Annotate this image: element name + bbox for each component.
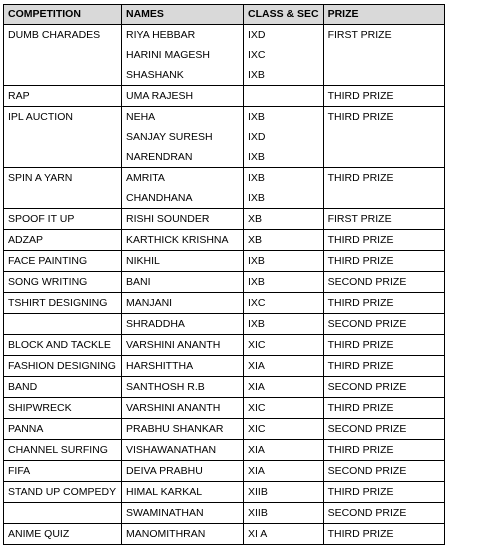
class-sec-cell: IXB: [244, 147, 324, 168]
competition-cell: [4, 127, 122, 147]
table-row: [4, 503, 445, 524]
class-sec-cell: XB: [244, 230, 324, 251]
prize-cell: SECOND PRIZE: [323, 314, 444, 335]
prize-cell: SECOND PRIZE: [323, 419, 444, 440]
prize-cell: SECOND PRIZE: [323, 503, 444, 524]
class-sec-cell: XI A: [244, 524, 324, 545]
name-cell: HARINI MAGESH: [122, 45, 244, 65]
prize-cell: THIRD PRIZE: [323, 482, 444, 503]
table-row: [4, 107, 445, 128]
competition-results-table: [3, 4, 445, 545]
class-sec-cell: XIA: [244, 440, 324, 461]
competition-cell: [4, 65, 122, 86]
table-row: [4, 377, 445, 398]
prize-cell: [323, 45, 444, 65]
table-row: [4, 335, 445, 356]
header-class-sec: CLASS & SEC: [244, 5, 324, 25]
competition-cell: PANNA: [4, 419, 122, 440]
prize-cell: THIRD PRIZE: [323, 251, 444, 272]
prize-cell: THIRD PRIZE: [323, 335, 444, 356]
competition-cell: TSHIRT DESIGNING: [4, 293, 122, 314]
name-cell: HIMAL KARKAL: [122, 482, 244, 503]
table-row: [4, 293, 445, 314]
competition-cell: FACE PAINTING: [4, 251, 122, 272]
class-sec-cell: IXC: [244, 45, 324, 65]
name-cell: DEIVA PRABHU: [122, 461, 244, 482]
competition-cell: RAP: [4, 86, 122, 107]
name-cell: VARSHINI ANANTH: [122, 335, 244, 356]
class-sec-cell: XIA: [244, 461, 324, 482]
table-row: [4, 188, 445, 209]
name-cell: SHASHANK: [122, 65, 244, 86]
prize-cell: THIRD PRIZE: [323, 398, 444, 419]
table-row: [4, 86, 445, 107]
table-row: [4, 251, 445, 272]
name-cell: CHANDHANA: [122, 188, 244, 209]
header-competition: COMPETITION: [4, 5, 122, 25]
table-row: [4, 127, 445, 147]
name-cell: NARENDRAN: [122, 147, 244, 168]
class-sec-cell: XIA: [244, 356, 324, 377]
name-cell: SWAMINATHAN: [122, 503, 244, 524]
prize-cell: [323, 188, 444, 209]
name-cell: NEHA: [122, 107, 244, 128]
table-row: [4, 65, 445, 86]
competition-cell: IPL AUCTION: [4, 107, 122, 128]
competition-cell: [4, 147, 122, 168]
table-row: [4, 482, 445, 503]
competition-cell: CHANNEL SURFING: [4, 440, 122, 461]
competition-cell: BAND: [4, 377, 122, 398]
class-sec-cell: XB: [244, 209, 324, 230]
prize-cell: THIRD PRIZE: [323, 524, 444, 545]
competition-cell: [4, 45, 122, 65]
class-sec-cell: IXB: [244, 251, 324, 272]
table-row: [4, 25, 445, 46]
results-body: [4, 25, 445, 545]
results-table-container: [3, 4, 445, 545]
header-prize: PRIZE: [323, 5, 444, 25]
class-sec-cell: IXB: [244, 107, 324, 128]
class-sec-cell: IXD: [244, 25, 324, 46]
class-sec-cell: IXD: [244, 127, 324, 147]
prize-cell: [323, 147, 444, 168]
class-sec-cell: XIIB: [244, 503, 324, 524]
class-sec-cell: XIC: [244, 419, 324, 440]
competition-cell: FIFA: [4, 461, 122, 482]
table-row: [4, 147, 445, 168]
prize-cell: [323, 65, 444, 86]
class-sec-cell: IXB: [244, 188, 324, 209]
name-cell: BANI: [122, 272, 244, 293]
class-sec-cell: XIA: [244, 377, 324, 398]
class-sec-cell: IXB: [244, 314, 324, 335]
competition-cell: [4, 503, 122, 524]
prize-cell: THIRD PRIZE: [323, 293, 444, 314]
class-sec-cell: IXB: [244, 65, 324, 86]
table-row: [4, 45, 445, 65]
class-sec-cell: [244, 86, 324, 107]
name-cell: SANTHOSH R.B: [122, 377, 244, 398]
table-row: [4, 209, 445, 230]
table-row: [4, 230, 445, 251]
name-cell: KARTHICK KRISHNA: [122, 230, 244, 251]
competition-cell: SPIN A YARN: [4, 168, 122, 189]
table-row: [4, 272, 445, 293]
class-sec-cell: IXB: [244, 272, 324, 293]
table-row: [4, 356, 445, 377]
class-sec-cell: IXB: [244, 168, 324, 189]
competition-cell: SONG WRITING: [4, 272, 122, 293]
table-row: [4, 398, 445, 419]
table-row: [4, 419, 445, 440]
name-cell: VISHAWANATHAN: [122, 440, 244, 461]
prize-cell: [323, 127, 444, 147]
competition-cell: BLOCK AND TACKLE: [4, 335, 122, 356]
table-row: [4, 440, 445, 461]
name-cell: VARSHINI ANANTH: [122, 398, 244, 419]
name-cell: SANJAY SURESH: [122, 127, 244, 147]
name-cell: SHRADDHA: [122, 314, 244, 335]
header-names: NAMES: [122, 5, 244, 25]
name-cell: MANOMITHRAN: [122, 524, 244, 545]
competition-cell: ADZAP: [4, 230, 122, 251]
class-sec-cell: IXC: [244, 293, 324, 314]
class-sec-cell: XIC: [244, 335, 324, 356]
table-header-row: [4, 5, 445, 25]
name-cell: RIYA HEBBAR: [122, 25, 244, 46]
competition-cell: DUMB CHARADES: [4, 25, 122, 46]
prize-cell: THIRD PRIZE: [323, 440, 444, 461]
prize-cell: SECOND PRIZE: [323, 461, 444, 482]
competition-cell: STAND UP COMPEDY: [4, 482, 122, 503]
prize-cell: THIRD PRIZE: [323, 107, 444, 128]
prize-cell: THIRD PRIZE: [323, 86, 444, 107]
name-cell: RISHI SOUNDER: [122, 209, 244, 230]
prize-cell: SECOND PRIZE: [323, 272, 444, 293]
prize-cell: FIRST PRIZE: [323, 25, 444, 46]
table-row: [4, 461, 445, 482]
competition-cell: [4, 188, 122, 209]
prize-cell: FIRST PRIZE: [323, 209, 444, 230]
competition-cell: ANIME QUIZ: [4, 524, 122, 545]
name-cell: UMA RAJESH: [122, 86, 244, 107]
prize-cell: SECOND PRIZE: [323, 377, 444, 398]
name-cell: PRABHU SHANKAR: [122, 419, 244, 440]
name-cell: HARSHITTHA: [122, 356, 244, 377]
table-row: [4, 314, 445, 335]
prize-cell: THIRD PRIZE: [323, 230, 444, 251]
competition-cell: FASHION DESIGNING: [4, 356, 122, 377]
competition-cell: SHIPWRECK: [4, 398, 122, 419]
name-cell: AMRITA: [122, 168, 244, 189]
competition-cell: [4, 314, 122, 335]
table-row: [4, 168, 445, 189]
prize-cell: THIRD PRIZE: [323, 356, 444, 377]
class-sec-cell: XIC: [244, 398, 324, 419]
name-cell: NIKHIL: [122, 251, 244, 272]
prize-cell: THIRD PRIZE: [323, 168, 444, 189]
competition-cell: SPOOF IT UP: [4, 209, 122, 230]
name-cell: MANJANI: [122, 293, 244, 314]
class-sec-cell: XIIB: [244, 482, 324, 503]
